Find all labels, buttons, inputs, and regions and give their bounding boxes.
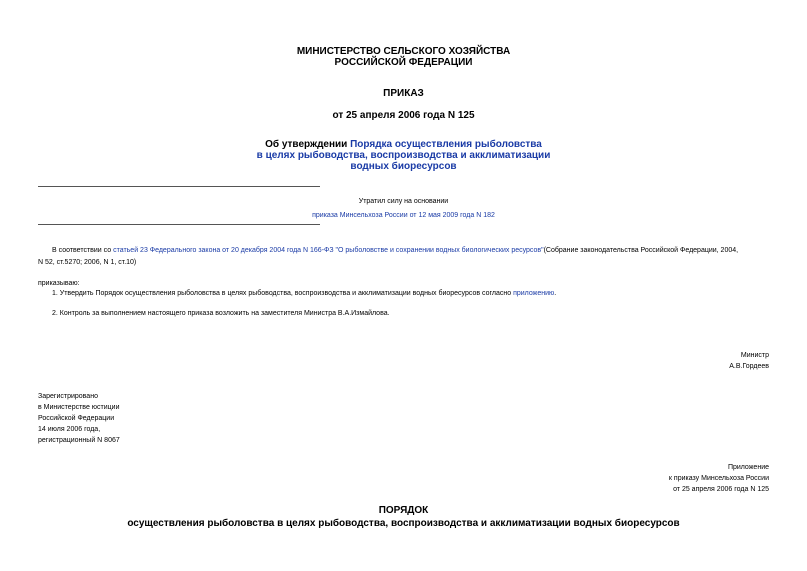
appendix-line-2: к приказу Минсельхоза России	[668, 475, 769, 482]
signature-name: А.В.Гордеев	[729, 363, 769, 370]
order-item-1	[52, 288, 772, 300]
title-prefix: Об утверждении	[265, 139, 351, 150]
order-item-2: 2. Контроль за выполнением настоящего приказа возложить на заместителя Министра В.А.Измайлова.	[52, 310, 390, 317]
procedure-title: ПОРЯДОК	[378, 505, 429, 516]
appendix-line-3: от 25 апреля 2006 года N 125	[673, 486, 769, 493]
signature-position: Министр	[740, 352, 769, 359]
registration-line-1: Зарегистрировано	[38, 393, 98, 400]
doc-title	[0, 139, 807, 172]
title-link-line-2[interactable]: в целях рыбоводства, воспроизводства и акклиматизации	[256, 150, 551, 161]
preamble	[38, 245, 770, 269]
title-link-line-1[interactable]: Порядка осуществления рыболовства	[350, 139, 542, 150]
registration-line-3: Российской Федерации	[38, 415, 115, 422]
order-word: приказываю:	[38, 280, 80, 287]
appendix-link[interactable]: приложению	[513, 290, 555, 297]
item-1-text: 1. Утвердить Порядок осуществления рыболовства в целях рыбоводства, воспроизводства и акклиматизации водных биоресурсов согласно	[52, 290, 514, 297]
title-link-line-3[interactable]: водных биоресурсов	[350, 161, 457, 172]
doc-type: ПРИКАЗ	[383, 88, 424, 99]
preamble-line-2: N 52, ст.5270; 2006, N 1, ст.10)	[38, 259, 137, 266]
divider-bottom	[38, 224, 320, 225]
ministry-heading	[0, 46, 807, 68]
registration-line-5: регистрационный N 8067	[38, 437, 120, 444]
registration-line-4: 14 июля 2006 года,	[38, 426, 101, 433]
item-1-end: .	[554, 290, 557, 297]
law-article-link[interactable]: статьей 23 Федерального закона от 20 декабря 2004 года N 166-ФЗ "О рыболовстве и сохранении водных биологических ресурсов"	[113, 247, 544, 254]
preamble-text-before: В соответствии со	[52, 247, 114, 254]
appendix-block	[669, 462, 769, 495]
preamble-text-after: (Собрание законодательства Российской Федерации, 2004,	[543, 247, 739, 254]
procedure-subtitle: осуществления рыболовства в целях рыбоводства, воспроизводства и акклиматизации водных биоресурсов	[127, 518, 680, 529]
procedure-heading	[0, 505, 807, 529]
repeal-status	[0, 196, 807, 221]
doc-date: от 25 апреля 2006 года N 125	[332, 110, 475, 121]
registration-block	[38, 391, 120, 446]
repeal-order-link[interactable]: приказа Минсельхоза России от 12 мая 2009 года N 182	[312, 212, 495, 219]
appendix-line-1: Приложение	[727, 464, 769, 471]
registration-line-2: в Министерстве юстиции	[38, 404, 120, 411]
signature-block	[729, 350, 769, 372]
repeal-status-text: Утратил силу на основании	[358, 198, 449, 205]
divider-top	[38, 186, 320, 187]
ministry-line-1: МИНИСТЕРСТВО СЕЛЬСКОГО ХОЗЯЙСТВА	[296, 46, 511, 57]
ministry-line-2: РОССИЙСКОЙ ФЕДЕРАЦИИ	[334, 57, 473, 68]
